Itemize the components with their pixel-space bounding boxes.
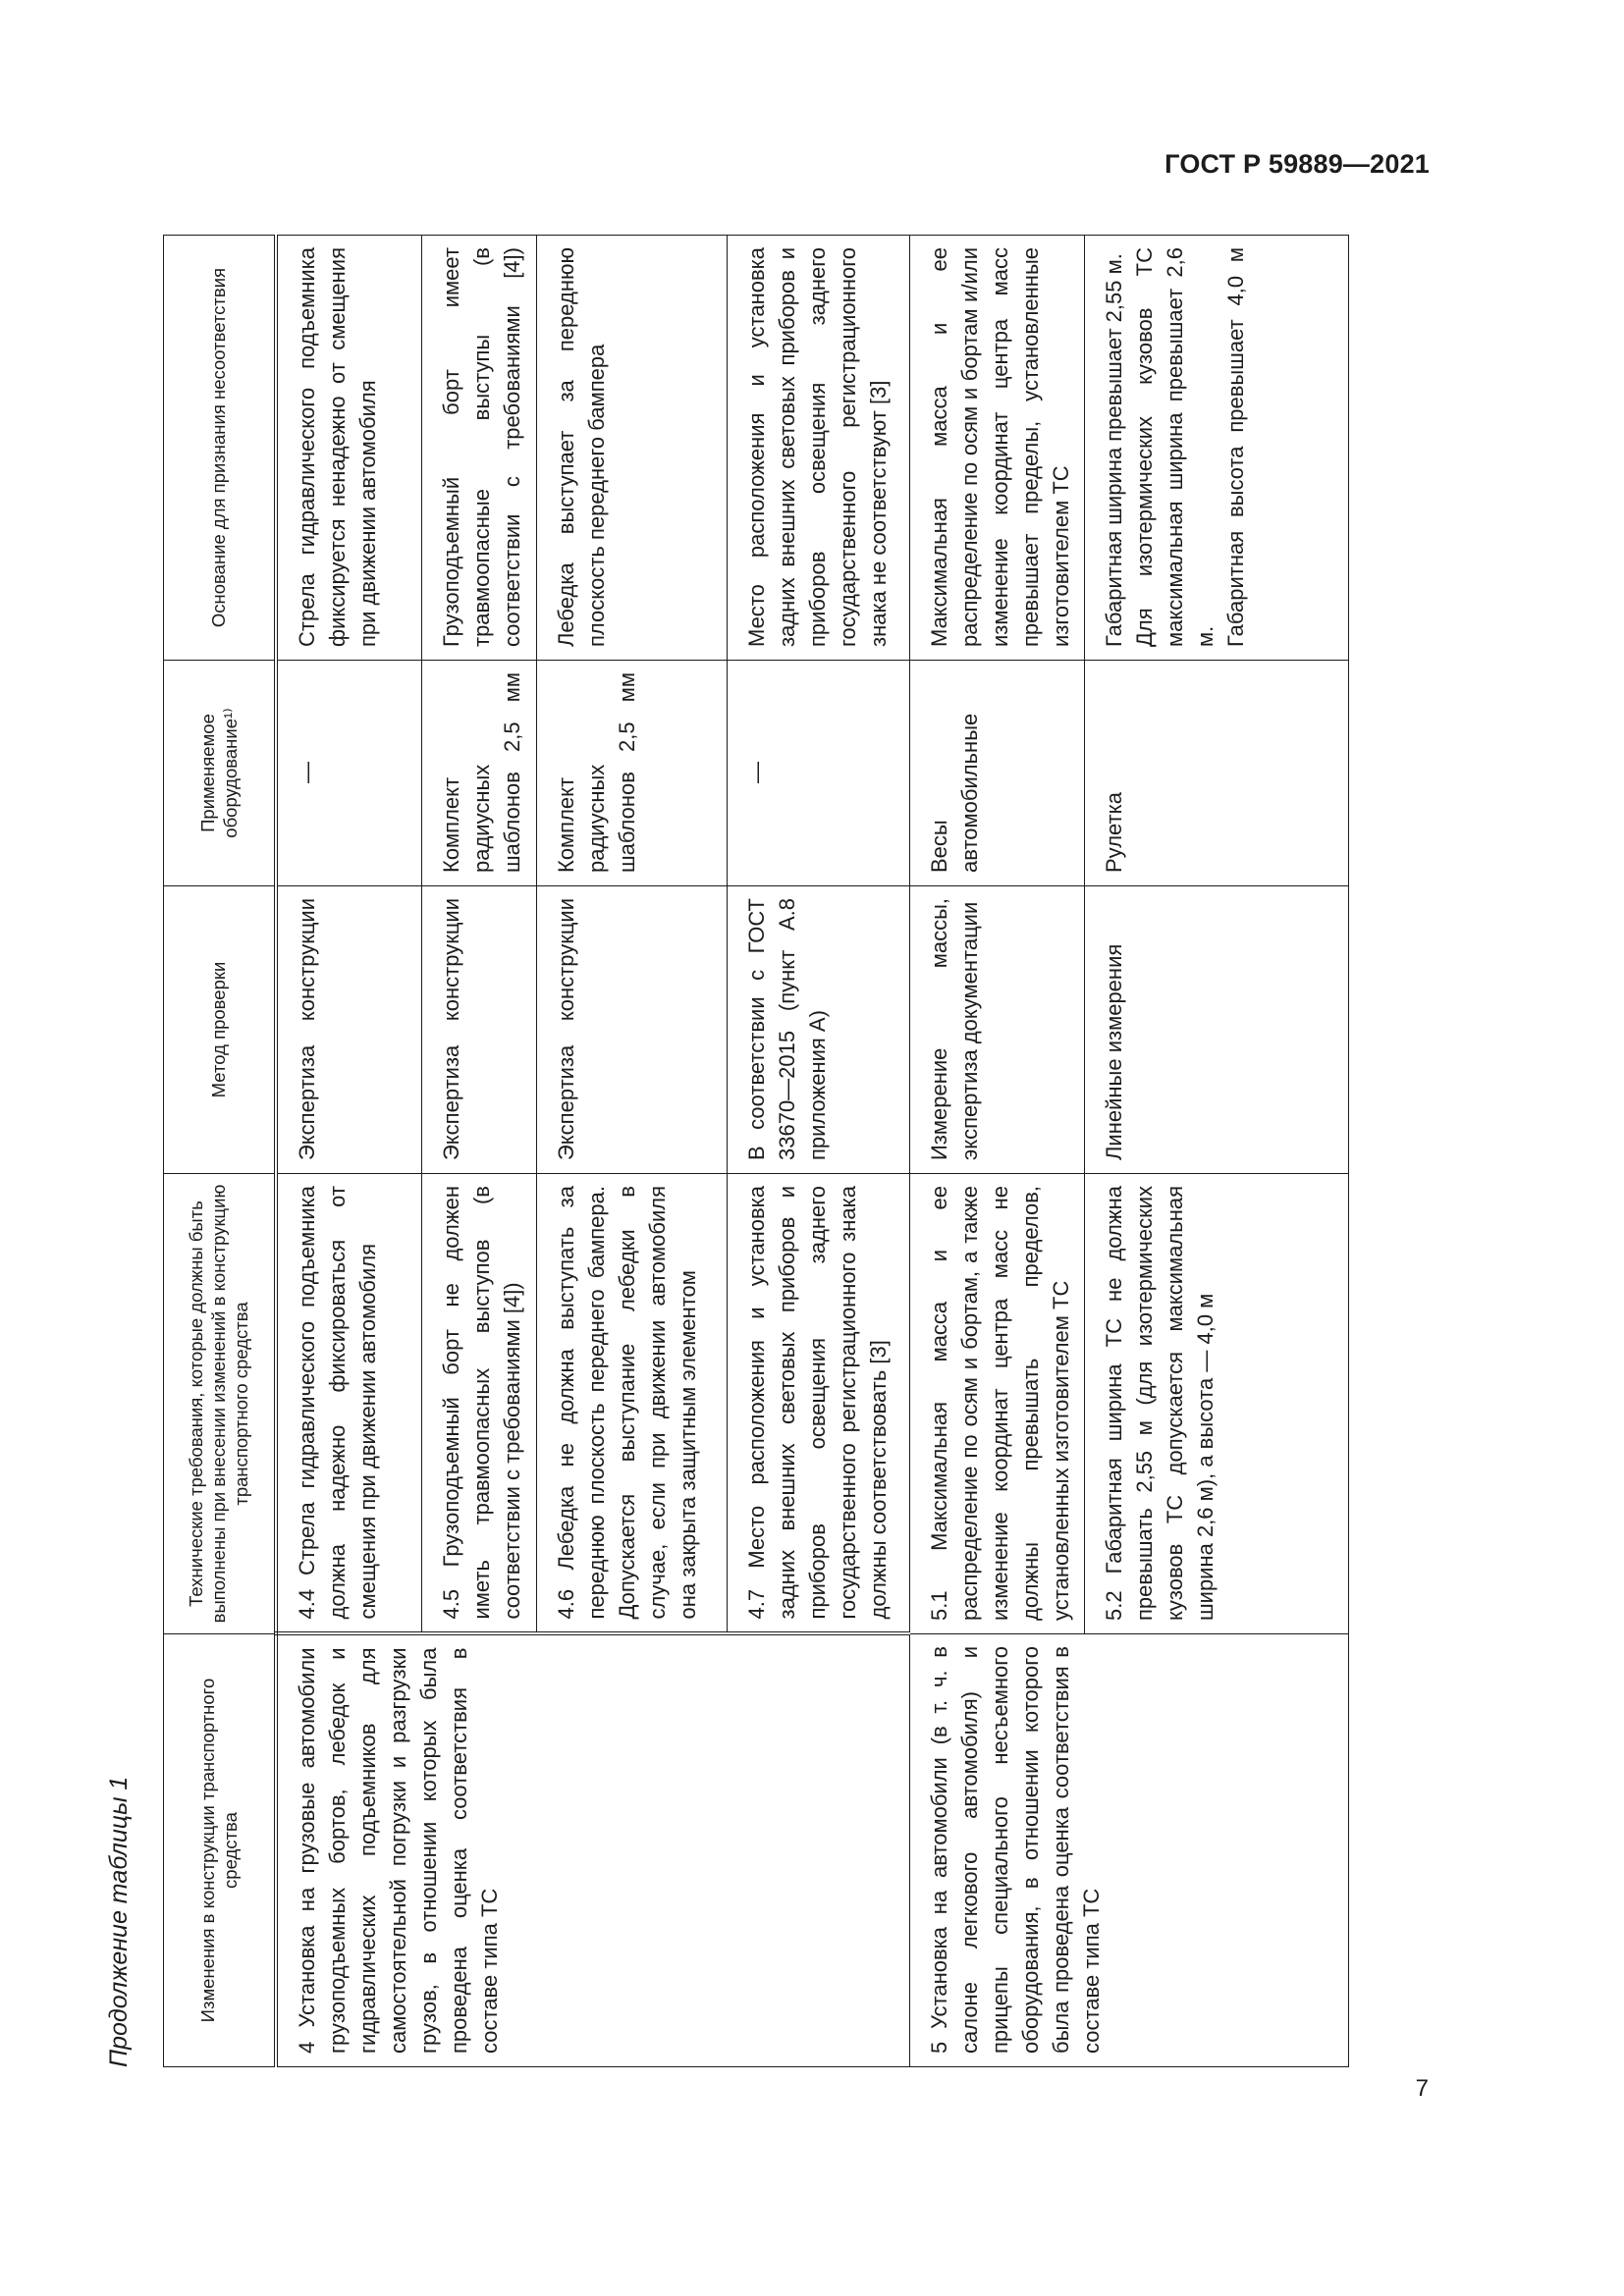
method-cell: В соответствии с ГОСТ 33670—2015 (пункт А.8 приложения А) bbox=[728, 886, 910, 1174]
header-changes: Изменения в конструкции транспортного средства bbox=[164, 1634, 276, 2067]
page-number: 7 bbox=[1415, 2075, 1429, 2102]
change-cell-5: 5 Установка на автомобили (в т. ч. в салоне легкового автомобиля) и прицепы специального несъемного оборудования, в отношении которого была проведена оценка соответствия в составе типа ТС bbox=[910, 1634, 1349, 2067]
basis-cell: Лебедка выступает за переднюю плоскость переднего бампера bbox=[537, 236, 728, 661]
requirement-cell: 5.2 Габаритная ширина ТС не должна превышать 2,55 м (для изотермических кузовов ТС допускается максимальная ширина 2,6 м), а высота — 4,0 м bbox=[1085, 1174, 1349, 1634]
equipment-cell: Комплект радиусных шаблонов 2,5 мм bbox=[537, 661, 728, 886]
header-basis: Основание для признания несоответствия bbox=[164, 236, 276, 661]
header-requirements: Технические требования, которые должны быть выполнены при внесении изменений в конструкцию транспортного средства bbox=[164, 1174, 276, 1634]
equipment-cell: — bbox=[276, 661, 422, 886]
method-cell: Линейные измерения bbox=[1085, 886, 1349, 1174]
method-cell: Экспертиза конструкции bbox=[537, 886, 728, 1174]
basis-line: Габаритная ширина превышает 2,55 м. bbox=[1102, 253, 1126, 647]
table-row bbox=[276, 236, 422, 2067]
equipment-cell: — bbox=[728, 661, 910, 886]
rotated-table-block bbox=[102, 226, 1349, 2067]
method-cell: Измерение массы, экспертиза документации bbox=[910, 886, 1085, 1174]
standard-code: ГОСТ Р 59889—2021 bbox=[1164, 149, 1430, 179]
table-row bbox=[910, 236, 1085, 2067]
table-caption: Продолжение таблицы 1 bbox=[105, 1776, 133, 2067]
header-method: Метод проверки bbox=[164, 886, 276, 1174]
basis-line: Для изотермических кузовов ТС максимальная ширина превышает 2,6 м. bbox=[1132, 247, 1218, 647]
table-header-row bbox=[164, 236, 276, 2067]
basis-cell: Место расположения и установка задних внешних световых приборов и приборов освещения заднего государственного регистрационного знака не соответствуют [3] bbox=[728, 236, 910, 661]
change-cell-4: 4 Установка на грузовые автомобили грузоподъемных бортов, лебедок и гидравлических подъемников для самостоятельной погрузки и разгрузки грузов, в отношении которых была проведена оценка соответствия в составе типа ТС bbox=[276, 1634, 910, 2067]
requirement-cell: 5.1 Максимальная масса и ее распределение по осям и бортам, а также изменение координат центра масс не должны превышать пределов, установленных изготовителем ТС bbox=[910, 1174, 1085, 1634]
requirement-cell: 4.4 Стрела гидравлического подъемника должна надежно фиксироваться от смещения при движении автомобиля bbox=[276, 1174, 422, 1634]
basis-cell: Грузоподъемный борт имеет травмоопасные выступы (в соответствии с требованиями [4]) bbox=[422, 236, 537, 661]
basis-cell bbox=[1085, 236, 1349, 661]
requirement-cell: 4.5 Грузоподъемный борт не должен иметь травмоопасных выступов (в соответствии с требованиями [4]) bbox=[422, 1174, 537, 1634]
table-container bbox=[163, 236, 1349, 2067]
header-equipment: Применяемое оборудование¹⁾ bbox=[164, 661, 276, 886]
requirement-cell: 4.6 Лебедка не должна выступать за переднюю плоскость переднего бампера. Допускается выступание лебедки в случае, если при движении автомобиля она закрыта защитным элементом bbox=[537, 1174, 728, 1634]
requirements-table bbox=[163, 235, 1349, 2067]
basis-cell: Максимальная масса и ее распределение по осям и бортам и/или изменение координат центра масс превышает пределы, установленные изготовителем ТС bbox=[910, 236, 1085, 661]
equipment-cell: Комплект радиусных шаблонов 2,5 мм bbox=[422, 661, 537, 886]
method-cell: Экспертиза конструкции bbox=[422, 886, 537, 1174]
method-cell: Экспертиза конструкции bbox=[276, 886, 422, 1174]
basis-line: Габаритная высота превышает 4,0 м bbox=[1223, 247, 1248, 647]
basis-cell: Стрела гидравлического подъемника фиксируется ненадежно от смещения при движении автомобиля bbox=[276, 236, 422, 661]
equipment-cell: Рулетка bbox=[1085, 661, 1349, 886]
requirement-cell: 4.7 Место расположения и установка задних внешних световых приборов и приборов освещения заднего государственного регистрационного знака должны соответствовать [3] bbox=[728, 1174, 910, 1634]
equipment-cell: Весы автомобильные bbox=[910, 661, 1085, 886]
